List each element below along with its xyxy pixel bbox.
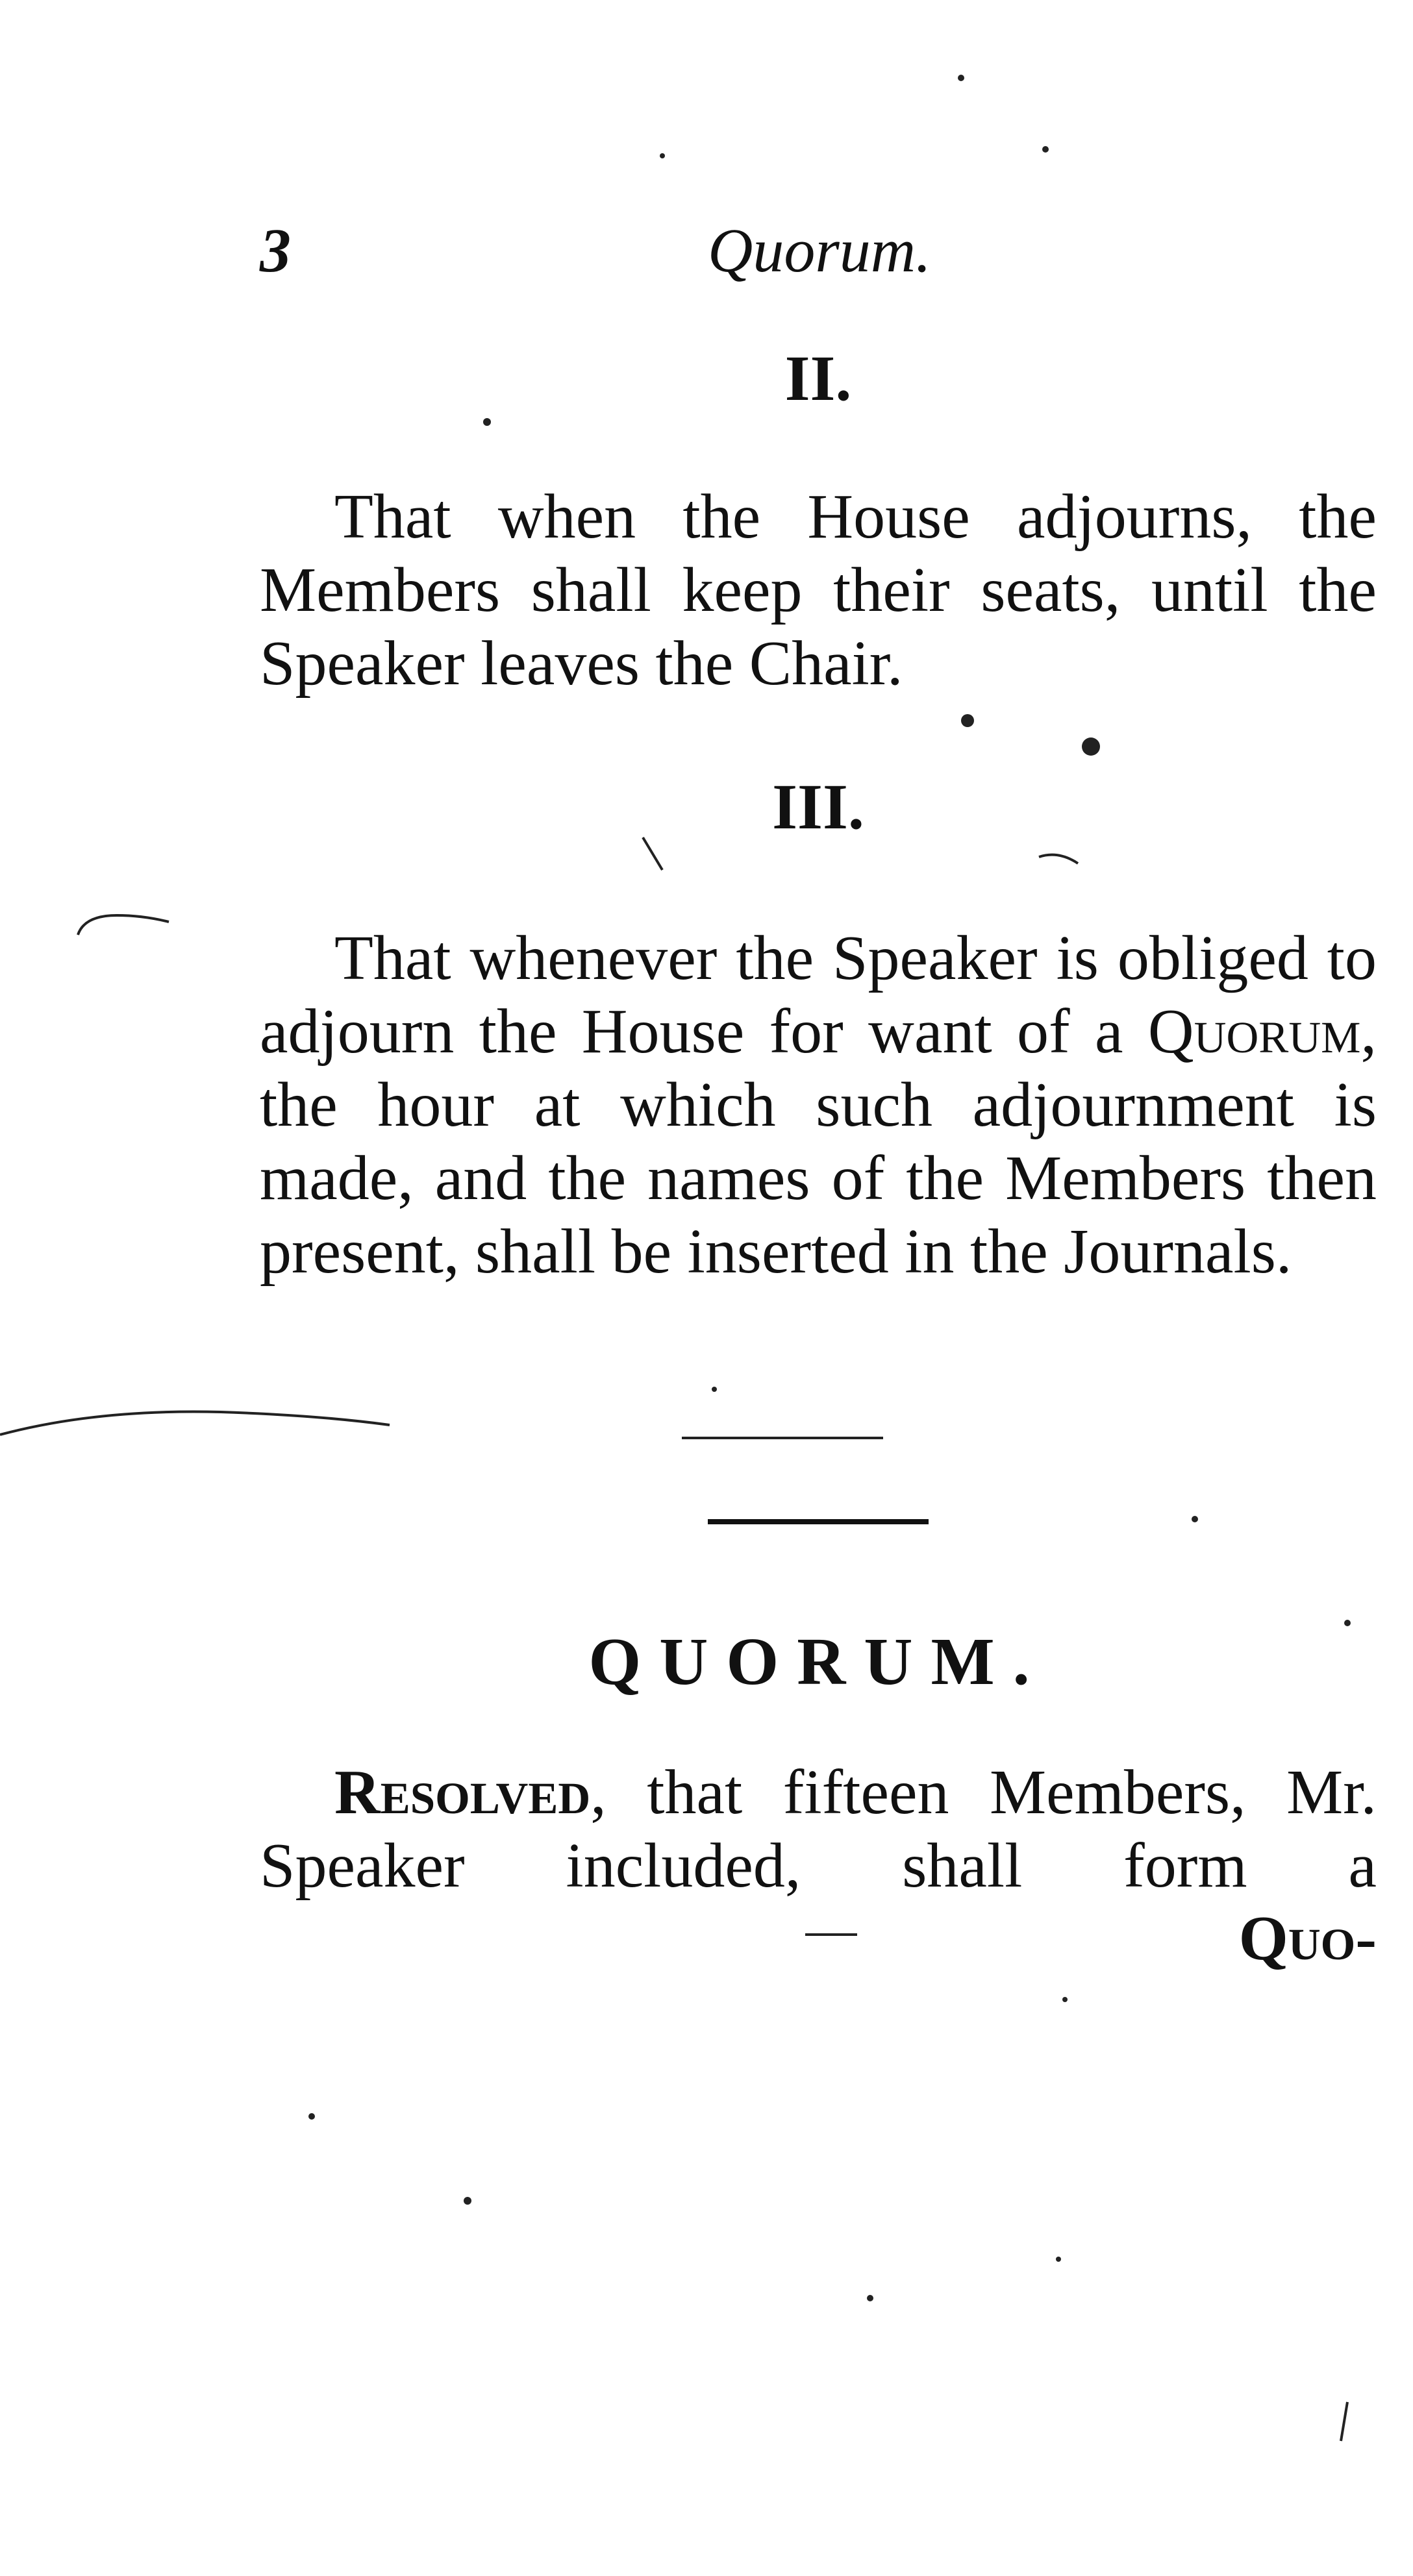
section-iii-text-before: That whenever the Speaker is obliged to adjourn the House for want of a xyxy=(260,923,1377,1067)
resolution-text: , that fifteen Members, Mr. Speaker included, shall form a xyxy=(260,1757,1377,1901)
section-divider-rule xyxy=(708,1519,929,1524)
catchword: Quo- xyxy=(1238,1903,1377,1974)
page-number: 3 xyxy=(260,216,291,285)
quorum-small-caps: Quorum xyxy=(1147,997,1361,1067)
section-numeral-ii: II. xyxy=(784,342,852,414)
running-title: Quorum. xyxy=(708,216,932,285)
quorum-resolution xyxy=(260,1756,1377,1903)
section-iii-paragraph xyxy=(260,922,1377,1289)
resolved-lead-word: Resolved xyxy=(334,1757,591,1827)
section-numeral-iii: III. xyxy=(772,771,864,843)
quorum-heading: QUORUM. xyxy=(588,1624,1048,1699)
running-head xyxy=(260,214,1377,292)
section-iii-text-after: , the hour at which such adjournment is made, and the names of the Members then present, shall be inserted in the Journals. xyxy=(260,997,1377,1287)
section-ii-paragraph: That when the House adjourns, the Members shall keep their seats, until the Speaker leaves the Chair. xyxy=(260,482,1377,699)
